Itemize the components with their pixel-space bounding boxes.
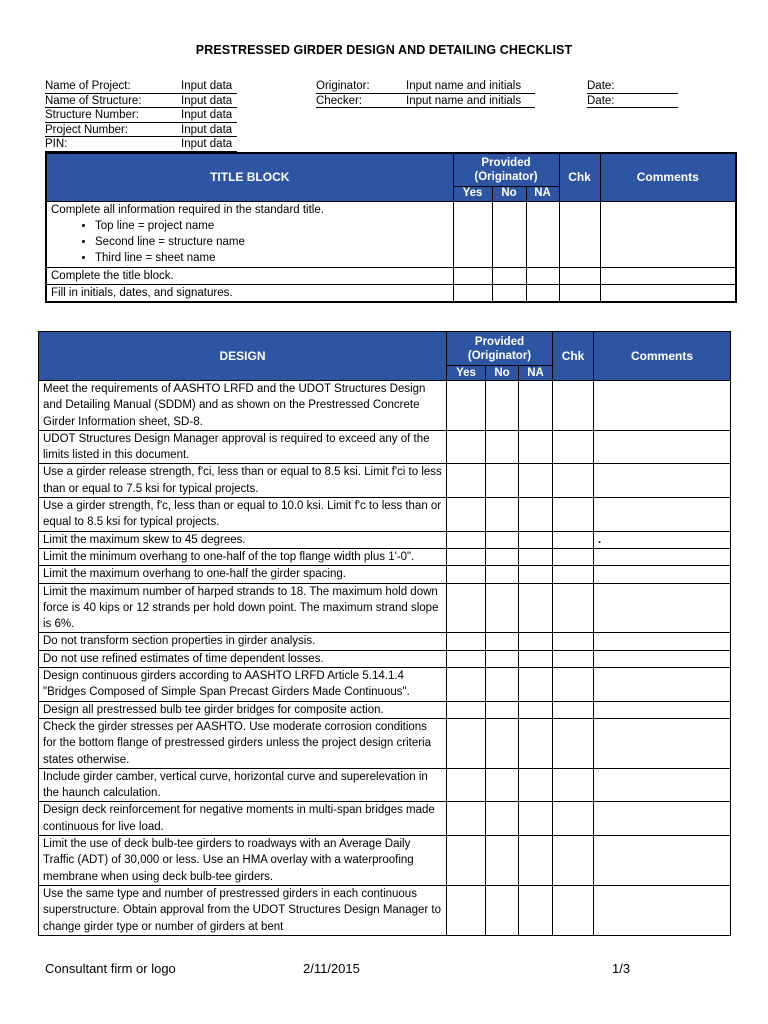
comments-cell[interactable] [594,802,731,836]
value-project-name[interactable]: Input data [181,79,237,94]
table-row [39,498,731,532]
table-row [39,701,731,718]
comments-cell[interactable] [594,430,731,464]
table-row [39,885,731,935]
na-cell[interactable] [519,650,553,667]
design-table [38,331,731,936]
label-originator: Originator: [316,79,406,94]
yes-cell[interactable] [453,284,492,302]
label-project-name: Name of Project: [45,79,181,94]
na-cell[interactable] [519,381,553,431]
no-cell[interactable] [492,284,526,302]
table-row [39,548,731,565]
checklist-item: Design deck reinforcement for negative moments in multi-span bridges made continuous for live load. [39,802,447,836]
no-cell[interactable] [486,498,519,532]
item-text: Complete all information required in the standard title. [51,203,324,216]
yes-header: Yes [447,366,486,381]
comments-cell[interactable] [594,548,731,565]
project-info [45,79,237,152]
no-cell[interactable] [486,768,519,802]
chk-cell[interactable] [553,802,594,836]
chk-cell[interactable] [559,201,600,267]
checklist-item: Use the same type and number of prestressed girders in each continuous superstructure. Obtain approval from the UDOT Structures Design Manager to change girder type or number of girders at bent [39,885,447,935]
no-cell[interactable] [486,583,519,633]
no-cell[interactable] [486,836,519,886]
provided-header: Provided (Originator) [447,332,553,366]
comment-mark: . [598,533,602,546]
checklist-item: Use a girder strength, f'c, less than or equal to 10.0 ksi. Limit f'c to less than or equal to 8.5 ksi for typical projects. [39,498,447,532]
checklist-item: Limit the minimum overhang to one-half of the top flange width plus 1'-0". [39,548,447,565]
yes-cell[interactable] [447,498,486,532]
table-row [46,201,736,267]
label-date-originator[interactable]: Date: [587,79,678,94]
checklist-item: Do not use refined estimates of time dependent losses. [39,650,447,667]
chk-header: Chk [553,332,594,381]
table-row [46,284,736,302]
value-checker[interactable]: Input name and initials [406,94,535,109]
checklist-item: Meet the requirements of AASHTO LRFD and the UDOT Structures Design and Detailing Manual (SDDM) and as shown on the Prestressed Concrete Girder Information sheet, SD-8. [39,381,447,431]
yes-cell[interactable] [447,566,486,583]
chk-cell[interactable] [553,498,594,532]
design-heading: DESIGN [39,332,447,381]
checklist-item: Fill in initials, dates, and signatures. [46,284,453,302]
checklist-item: Check the girder stresses per AASHTO. Use moderate corrosion conditions for the bottom flange of prestressed girders unless the project design criteria states otherwise. [39,718,447,768]
title-block-table [45,152,737,303]
table-row [39,718,731,768]
table-row [39,668,731,702]
no-header: No [486,366,519,381]
checklist-item: Do not transform section properties in girder analysis. [39,633,447,650]
comments-cell[interactable] [594,836,731,886]
chk-cell[interactable] [553,633,594,650]
no-cell[interactable] [486,464,519,498]
value-originator[interactable]: Input name and initials [406,79,535,94]
table-row [39,836,731,886]
no-cell[interactable] [492,201,526,267]
table-row [39,381,731,431]
label-pin: PIN: [45,137,181,152]
chk-cell[interactable] [553,718,594,768]
page-title: PRESTRESSED GIRDER DESIGN AND DETAILING CHECKLIST [195,43,573,57]
na-cell[interactable] [519,768,553,802]
no-cell[interactable] [492,267,526,284]
no-cell[interactable] [486,381,519,431]
chk-cell[interactable] [553,464,594,498]
table-row [39,583,731,633]
comments-cell[interactable] [594,768,731,802]
chk-cell[interactable] [553,531,594,548]
yes-cell[interactable] [447,802,486,836]
na-cell[interactable] [519,498,553,532]
checklist-item: UDOT Structures Design Manager approval is required to exceed any of the limits listed in this document. [39,430,447,464]
provided-header: Provided (Originator) [453,153,559,186]
na-cell[interactable] [519,633,553,650]
na-cell[interactable] [519,836,553,886]
yes-cell[interactable] [447,836,486,886]
na-cell[interactable] [519,802,553,836]
yes-cell[interactable] [447,633,486,650]
yes-cell[interactable] [447,668,486,702]
checklist-item: Design continuous girders according to AASHTO LRFD Article 5.14.1.4 "Bridges Composed of Simple Span Precast Girders Made Continuous". [39,668,447,702]
table-row [39,802,731,836]
chk-cell[interactable] [553,381,594,431]
comments-cell[interactable] [600,284,736,302]
checklist-item [46,201,453,267]
no-cell[interactable] [486,430,519,464]
na-cell[interactable] [519,701,553,718]
na-cell[interactable] [519,885,553,935]
table-row [39,650,731,667]
yes-cell[interactable] [447,531,486,548]
na-cell[interactable] [519,566,553,583]
originator-info [316,79,535,108]
no-cell[interactable] [486,668,519,702]
label-date-checker[interactable]: Date: [587,94,678,109]
yes-cell[interactable] [447,548,486,565]
footer-date: 2/11/2015 [303,961,360,976]
checklist-item: Include girder camber, vertical curve, horizontal curve and superelevation in the haunch calculation. [39,768,447,802]
table-row [39,430,731,464]
chk-header: Chk [559,153,600,201]
chk-cell[interactable] [553,668,594,702]
chk-cell[interactable] [553,650,594,667]
comments-cell[interactable] [600,201,736,267]
comments-cell[interactable] [594,633,731,650]
na-cell[interactable] [526,284,559,302]
comments-cell[interactable] [594,531,731,548]
comments-cell[interactable] [594,668,731,702]
yes-cell[interactable] [453,201,492,267]
label-structure-name: Name of Structure: [45,94,181,109]
value-pin[interactable]: Input data [181,137,237,152]
comments-header: Comments [594,332,731,381]
checklist-item: Limit the maximum overhang to one-half the girder spacing. [39,566,447,583]
na-cell[interactable] [526,267,559,284]
value-structure-name[interactable]: Input data [181,94,237,109]
table-row [39,768,731,802]
chk-cell[interactable] [553,836,594,886]
na-cell[interactable] [519,531,553,548]
yes-cell[interactable] [447,381,486,431]
comments-cell[interactable] [594,381,731,431]
yes-cell[interactable] [447,430,486,464]
no-cell[interactable] [486,548,519,565]
comments-cell[interactable] [594,464,731,498]
table-row [46,267,736,284]
no-cell[interactable] [486,633,519,650]
chk-cell[interactable] [553,701,594,718]
checklist-item: Limit the maximum skew to 45 degrees. [39,531,447,548]
yes-cell[interactable] [447,885,486,935]
bullet-item: • Third line = sheet name [95,250,449,266]
comments-cell[interactable] [594,650,731,667]
title-block-heading: TITLE BLOCK [46,153,453,201]
yes-cell[interactable] [447,464,486,498]
chk-cell[interactable] [553,768,594,802]
table-row [39,531,731,548]
chk-cell[interactable] [553,566,594,583]
yes-cell[interactable] [453,267,492,284]
na-cell[interactable] [519,430,553,464]
chk-cell[interactable] [559,267,600,284]
chk-cell[interactable] [553,885,594,935]
label-project-number: Project Number: [45,123,181,138]
value-structure-number[interactable]: Input data [181,108,237,123]
chk-cell[interactable] [559,284,600,302]
comments-header: Comments [600,153,736,201]
no-header: No [492,186,526,201]
comments-cell[interactable] [594,718,731,768]
comments-cell[interactable] [594,583,731,633]
yes-cell[interactable] [447,768,486,802]
na-cell[interactable] [519,583,553,633]
chk-cell[interactable] [553,583,594,633]
yes-cell[interactable] [447,650,486,667]
footer-page-number: 1/3 [612,961,631,976]
na-cell[interactable] [519,548,553,565]
checklist-item: Design all prestressed bulb tee girder bridges for composite action. [39,701,447,718]
value-project-number[interactable]: Input data [181,123,237,138]
chk-cell[interactable] [553,430,594,464]
bullet-list [51,218,449,267]
bullet-item: • Second line = structure name [95,234,449,250]
yes-header: Yes [453,186,492,201]
footer-firm: Consultant firm or logo [45,961,176,976]
comments-cell[interactable] [594,701,731,718]
checklist-item: Complete the title block. [46,267,453,284]
na-cell[interactable] [526,201,559,267]
yes-cell[interactable] [447,583,486,633]
checklist-item: Limit the maximum number of harped strands to 18. The maximum hold down force is 40 kips or 12 strands per hold down point. The maximum strand slope is 6%. [39,583,447,633]
checklist-item: Use a girder release strength, f'ci, less than or equal to 8.5 ksi. Limit f'ci to less than or equal to 7.5 ksi for typical projects. [39,464,447,498]
comments-cell[interactable] [600,267,736,284]
table-row [39,464,731,498]
table-row [39,633,731,650]
label-structure-number: Structure Number: [45,108,181,123]
na-header: NA [526,186,559,201]
comments-cell[interactable] [594,885,731,935]
na-header: NA [519,366,553,381]
yes-cell[interactable] [447,701,486,718]
date-info [587,79,678,108]
no-cell[interactable] [486,566,519,583]
yes-cell[interactable] [447,718,486,768]
no-cell[interactable] [486,885,519,935]
na-cell[interactable] [519,718,553,768]
chk-cell[interactable] [553,548,594,565]
label-checker: Checker: [316,94,406,109]
no-cell[interactable] [486,531,519,548]
comments-cell[interactable] [594,566,731,583]
na-cell[interactable] [519,464,553,498]
no-cell[interactable] [486,650,519,667]
bullet-item: • Top line = project name [95,218,449,234]
checklist-item: Limit the use of deck bulb-tee girders to roadways with an Average Daily Traffic (ADT) of 30,000 or less. Use an HMA overlay with a waterproofing membrane when using deck bulb-tee girders. [39,836,447,886]
table-row [39,566,731,583]
no-cell[interactable] [486,802,519,836]
na-cell[interactable] [519,668,553,702]
no-cell[interactable] [486,718,519,768]
comments-cell[interactable] [594,498,731,532]
no-cell[interactable] [486,701,519,718]
